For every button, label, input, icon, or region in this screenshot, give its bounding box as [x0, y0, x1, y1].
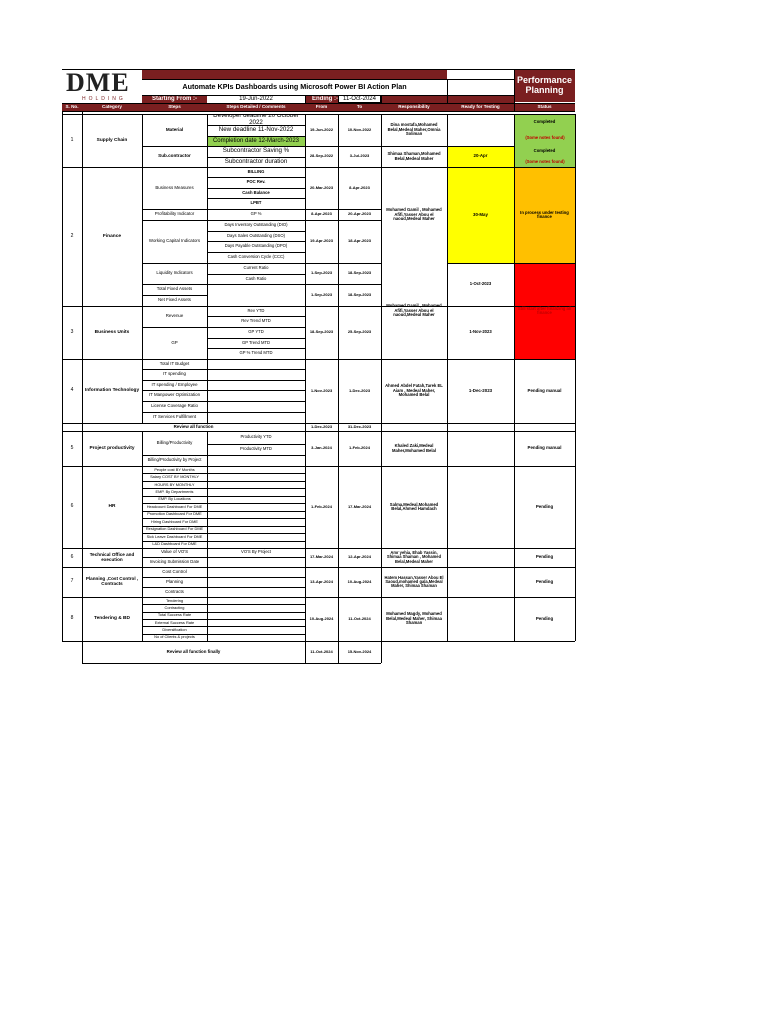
row4-step-0: Total IT Budget [159, 360, 190, 366]
row7-status: Pending [535, 554, 554, 560]
row4-category: Information Technology [84, 388, 140, 394]
row1-sub-from: 28-Sep-2022 [309, 153, 334, 159]
row7-vo: VO'S By Project [241, 549, 271, 555]
logo [62, 68, 142, 102]
starting-from-value: 19-Jun-2022 [207, 95, 305, 103]
row5-sno: 5 [70, 444, 74, 451]
row2-nfa: Net Fixed Assets [158, 297, 191, 303]
row2-wci: Working Capital Indicators [148, 238, 201, 244]
row1-mat-status-text: Completed [533, 118, 556, 124]
row6-category: HR [108, 504, 116, 510]
row8-resp: Hatem Hassan,Yasser Abou El Saoud,mohamed gala,Medeal Maher, Shimaa Shaman [384, 574, 444, 589]
row5-bpp: Billing/Productivity by Project [147, 457, 202, 463]
row2-bm-from: 20-Mar-2023 [309, 184, 334, 190]
grid-hline [82, 663, 381, 664]
row4-sno: 4 [70, 387, 74, 394]
row1-mat-from: 19-Jun-2022 [309, 126, 334, 132]
row5-to: 1-Feb-2024 [349, 445, 370, 451]
row7-value: Value of VO'S [160, 549, 189, 555]
row2-wci-item-1: Days Sales Outstanding (DSO) [227, 232, 285, 238]
row7-resp: Amr yehia, Ehab Yassin, Shimaa Shaman , Mohamed Belal,Medeal Maher [386, 550, 442, 564]
row3-status: Still start after finalizing all finance [517, 305, 572, 315]
row1-sno: 1 [70, 136, 74, 143]
row3-category: Business Units [94, 329, 130, 335]
row4-step-3: IT Manpower Optimization [148, 392, 201, 398]
row2-bm-item-1: POC Rev. [246, 179, 266, 185]
row1-sub-status-note: (Some notes found) [525, 158, 565, 164]
row2-wci-item-3: Cash Conversion Cycle (CCC) [227, 254, 285, 260]
row5-category: Project productivity [89, 445, 135, 451]
row2-wci-to: 18-Apr-2023 [348, 238, 371, 244]
row6-step-8: Resignation Dashboard For DME [145, 526, 204, 532]
row9-step-1: Contracting [164, 604, 185, 610]
row6-step-0: People cost BY Months [154, 466, 195, 472]
row4-step-4: License Coverage Ratio [151, 403, 198, 409]
row3-gp-item-1: GP Trend MTD [241, 339, 271, 345]
row1-sub-status [514, 146, 575, 167]
row9-status: Pending [535, 615, 554, 621]
grid-hline [62, 103, 575, 104]
row3-to: 25-Sep-2023 [347, 329, 372, 335]
page-title: Automate KPIs Dashboards using Microsoft Power BI Action Plan [182, 82, 407, 92]
row9-sno: 8 [70, 615, 74, 622]
row6-step-4: EMP. By Locations [158, 496, 191, 502]
logo-sub: HOLDING [82, 96, 126, 102]
review1-from: 1-Dec-2023 [310, 423, 333, 429]
row1-sub-duration: Subcontractor duration [224, 157, 288, 165]
col-category: Category [102, 103, 122, 109]
row1-category: Supply Chain [96, 137, 128, 143]
row2-wci-item-2: Days Payable Outstanding (DPO) [224, 243, 288, 249]
row2-li: Liquidity Indicators [156, 270, 193, 276]
row8-status: Pending [535, 578, 554, 584]
grid-vline [575, 114, 576, 641]
row3-rev-item-0: Rev YTD [247, 307, 265, 313]
row1-sub-to: 3-Jul-2023 [349, 153, 370, 159]
row4-to: 1-Dec-2023 [348, 387, 371, 393]
row6-to: 17-Mar-2024 [347, 503, 372, 509]
row3-resp: Mohamed Gamil , Mohamed Afifi,Yasser Abou el naoud,Medeal Maher [386, 303, 442, 318]
performance-planning-box [514, 69, 575, 102]
row6-resp: Salma,Medeal,Mohamed Belal,Ahmed Hamdach [389, 501, 439, 511]
col-from: From [315, 103, 328, 109]
row2-status: In process under testing finance [520, 209, 569, 219]
row3-gp-item-2: GP % Trend MTD [239, 350, 273, 356]
row7-sno: 6 [70, 553, 74, 560]
grid-hline [62, 69, 575, 70]
row1-material: Material [165, 126, 184, 132]
ending-value: 11-Oct-2024 [338, 95, 381, 103]
row3-gp-item-0: GP YTD [248, 329, 264, 335]
title-strip [142, 69, 447, 79]
review2-label: Review all function finally [166, 648, 221, 654]
row1-mat-status-note: (Some notes found) [525, 134, 565, 140]
row2-wci-from: 19-Apr-2023 [310, 238, 333, 244]
row4-step-2: IT spending / Employee [151, 381, 198, 387]
row3-ready: 1-Nov-2023 [469, 329, 492, 335]
row2-ready: 30-May [473, 211, 488, 217]
row9-step-5: No of Clients & projects [154, 634, 195, 640]
row2-wci-item-0: Days Inventory Outstanding (DIO) [224, 222, 288, 228]
row5-status: Pending manual [527, 445, 562, 451]
logo-brand: DME [66, 68, 130, 97]
grid-vline [514, 69, 515, 111]
row2-bm: Business Measures [155, 184, 194, 190]
col-ready-for-testing: Ready for Testing [461, 103, 500, 109]
row6-step-1: Salary COST BY MONTHLY [150, 474, 199, 480]
row6-step-7: Hiring Dashboard For DME [151, 518, 198, 524]
row1-mat-status [514, 114, 575, 146]
row7-invoicing: Invoicing Submission Date [149, 558, 200, 564]
grid-vline [381, 95, 382, 103]
row1-mat-to: 10-Nov-2022 [347, 126, 372, 132]
row8-from: 13-Apr-2024 [310, 578, 333, 584]
row1-dev-deadline: Developer deadline 20 October 2022 [213, 114, 299, 125]
col-steps: Steps [168, 103, 181, 109]
row6-step-6: Promotion Dashboard For DME [147, 511, 202, 517]
row2-pi-to: 20-Apr-2023 [348, 211, 371, 217]
row6-sno: 6 [70, 503, 74, 510]
row1-sub: Sub.contractor [158, 153, 191, 159]
col-responsibility: Responsibility [398, 103, 430, 109]
row2-category: Finance [102, 233, 122, 239]
row2-fa-ready: 1-Oct-2023 [469, 281, 492, 287]
row1-completion: Completion date 12-March-2023 [212, 137, 300, 144]
row3-rev: Revenue [165, 313, 184, 319]
col-sno: S. No. [65, 103, 79, 109]
row2-li-from: 1-Sep-2023 [310, 270, 333, 276]
row8-step-1: Planning [165, 578, 184, 584]
row6-from: 1-Feb-2024 [311, 503, 332, 509]
row6-status: Pending [535, 503, 554, 509]
row9-from: 10-Aug-2024 [309, 615, 334, 621]
row9-to: 11-Oct-2024 [348, 615, 371, 621]
row1-new-deadline: New deadline 11-Nov-2022 [218, 126, 294, 134]
row8-category: Planning ,Cost Control , Contracts [85, 576, 139, 586]
row5-resp: Khaled Zaki,Medeal Maher,Mohamed Belal [392, 443, 436, 453]
row6-step-5: Headcount Dashboard For DME [146, 503, 203, 509]
row4-step-1: IT spending [163, 371, 186, 377]
review2-from: 11-Oct-2024 [310, 648, 333, 654]
col-status: Status [537, 103, 552, 109]
row1-sub-ready: 20-Apr [473, 153, 488, 159]
col-to: To [356, 103, 363, 109]
row2-bm-item-2: Cash Balance [242, 189, 270, 195]
row6-step-3: EMP. By Departments [155, 489, 194, 495]
row1-sub-saving: Subcontractor Saving % [222, 147, 290, 155]
row8-step-2: Contracts [165, 588, 184, 594]
row2-pi-item: GP % [250, 211, 262, 217]
row1-mat-resp: Dina mostafa,Mohamed Belal,Medeal Maher,Omnia Soliman [387, 122, 441, 137]
row8-sno: 7 [70, 578, 74, 585]
row9-step-4: Diversification [162, 626, 187, 632]
ending-label: Ending :- [312, 95, 338, 102]
row3-gp: GP [171, 339, 178, 345]
row5-bp-item-1: Productivity MTD [240, 446, 272, 452]
row2-bm-item-0: BILLING [247, 168, 265, 174]
row2-li-item-1: Cash Ratio [245, 275, 267, 281]
row2-bm-to: 8-Apr-2023 [349, 184, 370, 190]
row2-pi: Profitability Indicator [154, 211, 195, 217]
row5-bp-item-0: Productivity YTD [240, 434, 272, 440]
row7-category: Technical Office and execution [89, 551, 135, 562]
grid-hline [142, 79, 514, 80]
row6-step-2: HOURS BY MONTHLY [154, 481, 195, 487]
row9-resp: Mohamed Magdy, Mohamed Belal,Medeal Maher, Shimaa Shaman [386, 611, 442, 626]
row4-step-5: IT Services Fulfillment [152, 414, 197, 420]
row8-step-0: Cost Control [162, 568, 187, 574]
col-steps-detailed: Steps Detailed / Comments [226, 103, 286, 109]
performance-planning-label: Performance Planning [516, 75, 573, 95]
row2-fa-from: 1-Sep-2023 [310, 291, 333, 297]
review1-to: 31-Dec-2023 [347, 423, 372, 429]
row2-li-to: 18-Sep-2023 [347, 270, 372, 276]
row2-tfa: Total Fixed Assets [156, 286, 193, 292]
row6-step-10: L&D Dashboard For DME [152, 541, 197, 547]
row2-resp: Mohamed Gamil , Mohamed Afifi,Yasser Abou el naoud,Medeal Maher [386, 207, 442, 222]
review1-label: Review all function [173, 423, 214, 429]
row3-sno: 3 [70, 328, 74, 335]
row7-to: 12-Apr-2024 [348, 554, 371, 560]
grid-vline [305, 95, 306, 103]
row8-to: 10-Aug-2024 [347, 578, 372, 584]
grid-vline [447, 79, 448, 103]
grid-hline [62, 111, 575, 112]
grid-vline [207, 431, 208, 641]
starting-from-label: Starting From :- [142, 95, 207, 103]
row9-step-2: Total Success Rate [157, 612, 192, 618]
row9-category: Tendering & BD [94, 616, 130, 622]
review2-to: 15-Nov-2024 [347, 648, 372, 654]
row1-sub-status-text: Completed [533, 148, 556, 154]
row3-from: 18-Sep-2023 [309, 329, 334, 335]
row2-fa-to: 18-Sep-2023 [347, 291, 372, 297]
row4-ready: 1-Dec-2023 [468, 387, 493, 393]
row7-from: 17-Mar-2024 [309, 554, 334, 560]
row2-li-item-0: Current Ratio [243, 265, 269, 271]
row4-status: Pending manual [527, 387, 562, 393]
row3-rev-item-1: Rev Trend MTD [241, 318, 271, 324]
row2-pi-from: 8-Apr-2023 [311, 211, 332, 217]
row5-from: 3-Jan-2024 [311, 445, 332, 451]
row9-step-0: Tendering [165, 597, 184, 603]
row6-step-9: Sick Leave Dashboard For DME [146, 533, 203, 539]
row2-bm-item-3: LPBT [250, 200, 262, 206]
row4-resp: Ahmed Abdel Fatah,Tarek EL Aiam , Medeal Maher, Mohamed Belal [385, 383, 443, 398]
row4-from: 1-Nov-2023 [310, 387, 333, 393]
row1-sub-resp: Shimaa Shaman,Mohamed Belal,Medeal Maher [387, 151, 441, 161]
row2-sno: 2 [70, 232, 74, 239]
row5-billing: Billing/Productivity [156, 439, 193, 445]
grid-hline [142, 95, 514, 96]
grid-vline [338, 95, 339, 103]
row9-step-3: External Success Rate [154, 619, 195, 625]
